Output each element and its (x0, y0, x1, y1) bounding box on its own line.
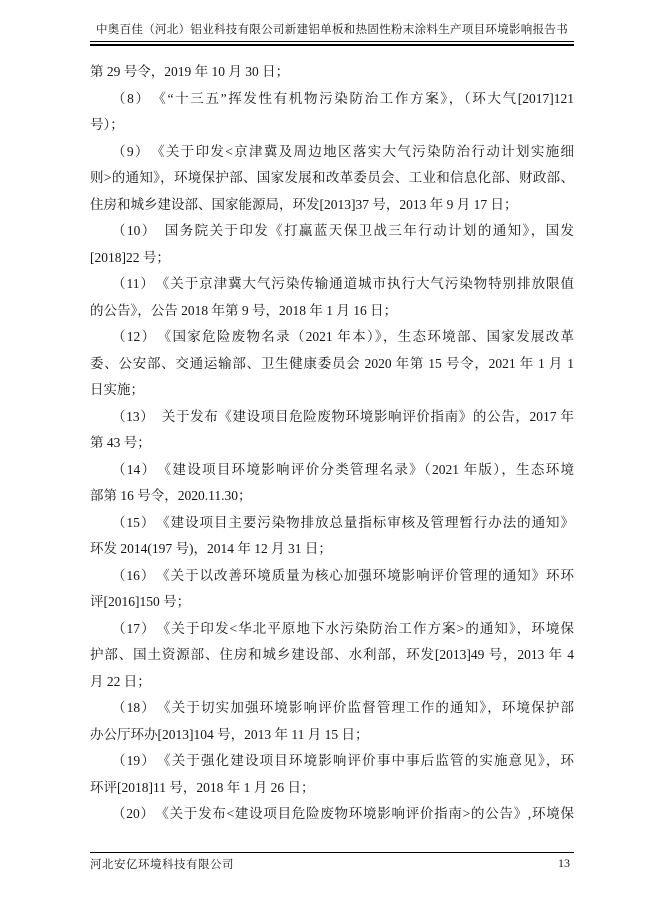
text-line: （17） 《关于印发<华北平原地下水污染防治工作方案>的通知》，环境保 (112, 620, 574, 636)
text-line: 日实施； (90, 382, 144, 397)
header-double-rule (90, 41, 574, 46)
text-line: 则>的通知》，环境保护部、国家发展和改革委员会、工业和信息化部、财政部、 (90, 170, 574, 185)
text-line: 评[2016]150 号； (90, 594, 191, 609)
text-line: （14） 《建设项目环境影响评价分类管理名录》（2021 年版），生态环境 (112, 461, 574, 477)
text-line: 住房和城乡建设部、国家能源局，环发[2013]37 号，2013 年 9 月 17 日； (90, 196, 518, 212)
text-line: 环评[2018]11 号，2018 年 1 月 26 日； (90, 779, 315, 795)
text-line: [2018]22 号； (90, 249, 170, 265)
page-footer (90, 856, 574, 872)
footer-company-name: 河北安亿环境科技有限公司 (90, 859, 234, 871)
text-line: （13） 关于发布《建设项目危险废物环境影响评价指南》的公告，2017 年 (112, 408, 574, 424)
text-line: 办公厅环办[2013]104 号，2013 年 11 月 15 日； (90, 726, 369, 742)
text-line: 环发 2014(197 号)，2014 年 12 月 31 日； (90, 541, 332, 556)
text-line: （15） 《建设项目主要污染物排放总量指标审核及管理暂行办法的通知》 (112, 514, 574, 530)
page-number: 13 (558, 856, 570, 870)
page-header-title: 中奥百佳（河北）铝业科技有限公司新建铝单板和热固性粉末涂料生产项目环境影响报告书 (96, 24, 568, 36)
text-line: （19） 《关于强化建设项目环境影响评价事中事后监管的实施意见》，环 (112, 753, 574, 768)
text-line: （16） 《关于以改善环境质量为核心加强环境影响评价管理的通知》环环 (112, 567, 574, 583)
text-line: 的公告》，公告 2018 年第 9 号，2018 年 1 月 16 日； (90, 302, 398, 318)
text-line: 第 43 号； (90, 435, 151, 450)
text-line: 部第 16 号令，2020.11.30； (90, 488, 252, 503)
text-line: 第 29 号令，2019 年 10 月 30 日； (90, 64, 290, 79)
text-line: （11） 《关于京津冀大气污染传输通道城市执行大气污染物特别排放限值 (112, 276, 574, 291)
text-line: 号）； (90, 117, 124, 132)
text-line: （20） 《关于发布<建设项目危险废物环境影响评价指南>的公告》,环境保 (112, 806, 574, 821)
text-line: （8） 《“十三五”挥发性有机物污染防治工作方案》，（环大气[2017]121 (112, 90, 574, 106)
text-line: 护部、国土资源部、住房和城乡建设部、水利部，环发[2013]49 号，2013 年 4 (90, 647, 574, 662)
text-line: （10） 国务院关于印发《打赢蓝天保卫战三年行动计划的通知》，国发 (112, 223, 574, 238)
text-line: 月 22 日； (90, 673, 151, 689)
footer-rule (90, 852, 574, 853)
document-body (90, 59, 574, 828)
text-line: （9） 《关于印发<京津冀及周边地区落实大气污染防治行动计划实施细 (112, 143, 574, 159)
text-line: 委、公安部、交通运输部、卫生健康委员会 2020 年第 15 号令，2021 年 1 月 1 (90, 355, 574, 371)
text-line: （18） 《关于切实加强环境影响评价监督管理工作的通知》，环境保护部 (112, 700, 574, 715)
text-line: （12） 《国家危险废物名录（2021 年本）》，生态环境部、国家发展改革 (112, 329, 574, 344)
